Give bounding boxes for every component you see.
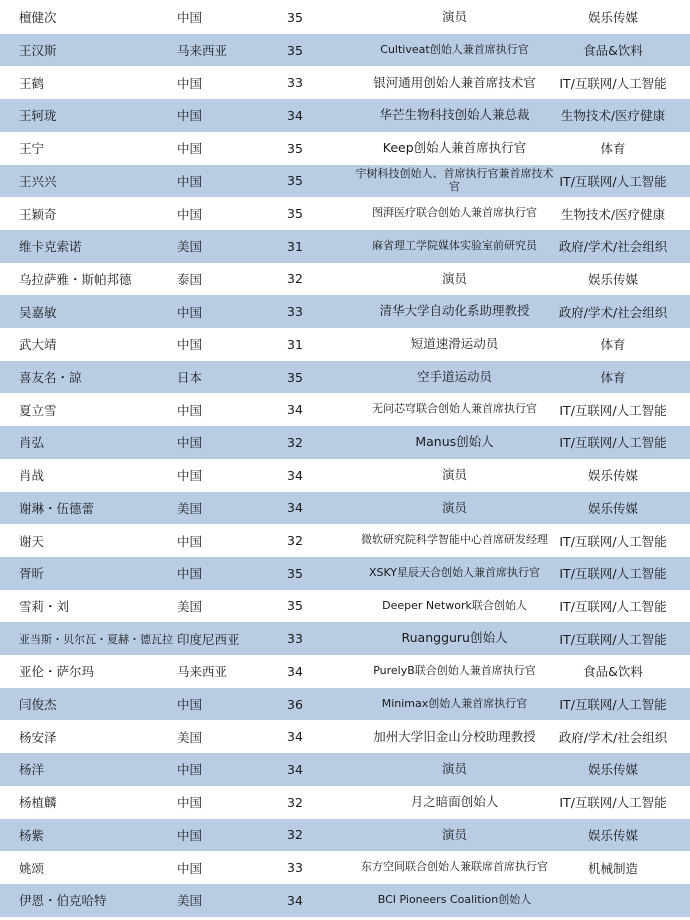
age-cell: 35 (287, 140, 303, 156)
table-row (0, 361, 690, 394)
title-cell: PurelyB联合创始人兼首席执行官 (373, 664, 536, 678)
country-cell: 中国 (177, 402, 203, 418)
table-row (0, 393, 690, 426)
industry-cell: 生物技术/医疗健康 (560, 206, 666, 222)
title-cell: Keep创始人兼首席执行官 (382, 139, 527, 155)
name-cell: 喜友名・諒 (19, 370, 82, 386)
country-cell: 中国 (177, 108, 203, 124)
country-cell: 中国 (177, 795, 203, 811)
name-cell: 肖弘 (19, 435, 45, 451)
industry-cell: IT/互联网/人工智能 (559, 566, 667, 582)
country-cell: 马来西亚 (177, 43, 228, 59)
title-cell: 宇树科技创始人、首席执行官兼首席技术官 (355, 167, 554, 193)
title-cell: 演员 (441, 466, 467, 482)
title-cell: 演员 (441, 9, 467, 25)
industry-cell: 娱乐传媒 (587, 762, 638, 778)
title-cell: 无问芯穹联合创始人兼首席执行官 (372, 402, 537, 416)
name-cell: 檀健次 (19, 10, 57, 26)
table-row (0, 1, 690, 34)
age-cell: 33 (287, 631, 303, 647)
title-cell: XSKY星辰天合创始人兼首席执行官 (368, 565, 541, 579)
title-cell: BCI Pioneers Coalition创始人 (377, 892, 532, 906)
age-cell: 36 (287, 696, 303, 712)
industry-cell: 娱乐传媒 (587, 10, 638, 26)
industry-cell: 体育 (600, 141, 626, 157)
table-row (0, 786, 690, 819)
name-cell: 伊恩・伯克哈特 (19, 893, 107, 909)
table-row (0, 884, 690, 917)
industry-cell: IT/互联网/人工智能 (559, 75, 667, 91)
title-cell: 银河通用创始人兼首席技术官 (373, 74, 536, 90)
name-cell: 夏立雪 (19, 402, 57, 418)
country-cell: 中国 (177, 173, 203, 189)
title-cell: Deeper Network联合创始人 (382, 598, 527, 612)
title-cell: 演员 (441, 270, 467, 286)
age-cell: 35 (287, 598, 303, 614)
age-cell: 34 (287, 107, 303, 123)
industry-cell: 娱乐传媒 (587, 500, 638, 516)
title-cell: Ruangguru创始人 (401, 630, 508, 646)
industry-cell: 娱乐传媒 (587, 827, 638, 843)
table-row (0, 263, 690, 296)
industry-cell: IT/互联网/人工智能 (559, 435, 667, 451)
industry-cell: IT/互联网/人工智能 (559, 402, 667, 418)
table-row (0, 524, 690, 557)
country-cell: 中国 (177, 697, 203, 713)
title-cell: 图湃医疗联合创始人兼首席执行官 (372, 206, 537, 220)
table-row (0, 295, 690, 328)
age-cell: 34 (287, 500, 303, 516)
industry-cell: 体育 (600, 370, 626, 386)
title-cell: Minimax创始人兼首席执行官 (381, 696, 528, 710)
country-cell: 中国 (177, 860, 203, 876)
industry-cell: 政府/学术/社会组织 (558, 239, 668, 255)
title-cell: 麻省理工学院媒体实验室前研究员 (372, 238, 537, 252)
name-cell: 王宁 (19, 141, 45, 157)
country-cell: 美国 (177, 239, 203, 255)
industry-cell (558, 884, 668, 917)
name-cell: 杨植麟 (19, 795, 57, 811)
title-cell: 微软研究院科学智能中心首席研发经理 (361, 533, 548, 547)
age-cell: 33 (287, 75, 303, 91)
name-cell: 武大靖 (19, 337, 57, 353)
age-cell: 35 (287, 369, 303, 385)
age-cell: 31 (287, 238, 303, 254)
industry-cell: 食品&饮料 (583, 43, 643, 59)
table-row (0, 197, 690, 230)
industry-cell: 体育 (600, 337, 626, 353)
age-cell: 32 (287, 271, 303, 287)
industry-cell: 政府/学术/社会组织 (558, 729, 668, 745)
name-cell: 王轲珑 (19, 108, 57, 124)
country-cell: 美国 (177, 500, 203, 516)
age-cell: 34 (287, 892, 303, 908)
industry-cell: 娱乐传媒 (587, 271, 638, 287)
title-cell: 华芒生物科技创始人兼总裁 (379, 107, 530, 123)
country-cell: 泰国 (177, 271, 203, 287)
name-cell: 雪莉・刘 (19, 598, 70, 614)
name-cell: 王鹤 (19, 75, 45, 91)
industry-cell: 生物技术/医疗健康 (560, 108, 666, 124)
table-row (0, 655, 690, 688)
name-cell: 王兴兴 (19, 173, 57, 189)
title-cell: 演员 (441, 499, 467, 515)
country-cell: 中国 (177, 468, 203, 484)
industry-cell: IT/互联网/人工智能 (559, 598, 667, 614)
name-cell: 吴嘉敏 (19, 304, 57, 320)
industry-cell: 机械制造 (587, 860, 638, 876)
age-cell: 35 (287, 565, 303, 581)
industry-cell: IT/互联网/人工智能 (559, 173, 667, 189)
name-cell: 亚当斯・贝尔瓦・夏赫・德瓦拉 (19, 632, 173, 646)
age-cell: 32 (287, 794, 303, 810)
industry-cell: IT/互联网/人工智能 (559, 697, 667, 713)
name-cell: 胥昕 (19, 566, 45, 582)
name-cell: 杨紫 (19, 827, 45, 843)
name-cell: 闫俊杰 (19, 697, 57, 713)
country-cell: 中国 (177, 762, 203, 778)
title-cell: 清华大学自动化系助理教授 (379, 303, 530, 319)
name-cell: 维卡克索诺 (19, 239, 82, 255)
table-row (0, 819, 690, 852)
table-row (0, 590, 690, 623)
name-cell: 肖战 (19, 468, 45, 484)
industry-cell: IT/互联网/人工智能 (559, 631, 667, 647)
title-cell: 演员 (441, 826, 467, 842)
table-row (0, 459, 690, 492)
country-cell: 中国 (177, 10, 203, 26)
country-cell: 中国 (177, 533, 203, 549)
age-cell: 34 (287, 729, 303, 745)
country-cell: 印度尼西亚 (177, 631, 240, 647)
country-cell: 中国 (177, 304, 203, 320)
country-cell: 中国 (177, 337, 203, 353)
table-row (0, 426, 690, 459)
age-cell: 34 (287, 663, 303, 679)
name-cell: 杨安泽 (19, 729, 57, 745)
name-cell: 姚颂 (19, 860, 45, 876)
age-cell: 33 (287, 860, 303, 876)
industry-cell: IT/互联网/人工智能 (559, 533, 667, 549)
name-cell: 谢天 (19, 533, 45, 549)
table-row (0, 66, 690, 99)
title-cell: 演员 (441, 761, 467, 777)
country-cell: 美国 (177, 729, 203, 745)
age-cell: 34 (287, 467, 303, 483)
table-row (0, 165, 690, 198)
table-row (0, 99, 690, 132)
table-row (0, 492, 690, 525)
title-cell: 加州大学旧金山分校助理教授 (373, 728, 536, 744)
table-row (0, 132, 690, 165)
title-cell: 月之暗面创始人 (410, 793, 499, 809)
table-row (0, 622, 690, 655)
name-cell: 杨洋 (19, 762, 45, 778)
industry-cell: 政府/学术/社会组织 (558, 304, 668, 320)
age-cell: 31 (287, 336, 303, 352)
age-cell: 35 (287, 173, 303, 189)
age-cell: 35 (287, 206, 303, 222)
name-cell: 王颖奇 (19, 206, 57, 222)
country-cell: 日本 (177, 370, 203, 386)
country-cell: 中国 (177, 75, 203, 91)
country-cell: 美国 (177, 598, 203, 614)
name-cell: 亚伦・萨尔玛 (19, 664, 95, 680)
industry-cell: 食品&饮料 (583, 664, 643, 680)
table-row (0, 688, 690, 721)
industry-cell: 娱乐传媒 (587, 468, 638, 484)
title-cell: 短道速滑运动员 (410, 336, 499, 352)
age-cell: 32 (287, 434, 303, 450)
industry-cell: IT/互联网/人工智能 (559, 795, 667, 811)
country-cell: 中国 (177, 566, 203, 582)
age-cell: 32 (287, 533, 303, 549)
age-cell: 34 (287, 402, 303, 418)
title-cell: 东方空间联合创始人兼联席首席执行官 (361, 860, 548, 874)
table-row (0, 851, 690, 884)
country-cell: 中国 (177, 435, 203, 451)
country-cell: 美国 (177, 893, 203, 909)
title-cell: Manus创始人 (415, 434, 494, 450)
title-cell: Cultiveat创始人兼首席执行官 (380, 42, 529, 56)
name-cell: 乌拉萨雅・斯帕邦德 (19, 271, 132, 287)
country-cell: 马来西亚 (177, 664, 228, 680)
age-cell: 35 (287, 42, 303, 58)
age-cell: 35 (287, 9, 303, 25)
table-row (0, 328, 690, 361)
age-cell: 32 (287, 827, 303, 843)
country-cell: 中国 (177, 141, 203, 157)
country-cell: 中国 (177, 206, 203, 222)
table-row (0, 230, 690, 263)
title-cell: 空手道运动员 (416, 368, 492, 384)
country-cell: 中国 (177, 827, 203, 843)
age-cell: 34 (287, 761, 303, 777)
name-cell: 王汉斯 (19, 43, 57, 59)
table-row (0, 34, 690, 67)
table-row (0, 753, 690, 786)
table-row (0, 720, 690, 753)
name-cell: 谢琳・伍德蕾 (19, 500, 95, 516)
age-cell: 33 (287, 304, 303, 320)
table-row (0, 557, 690, 590)
